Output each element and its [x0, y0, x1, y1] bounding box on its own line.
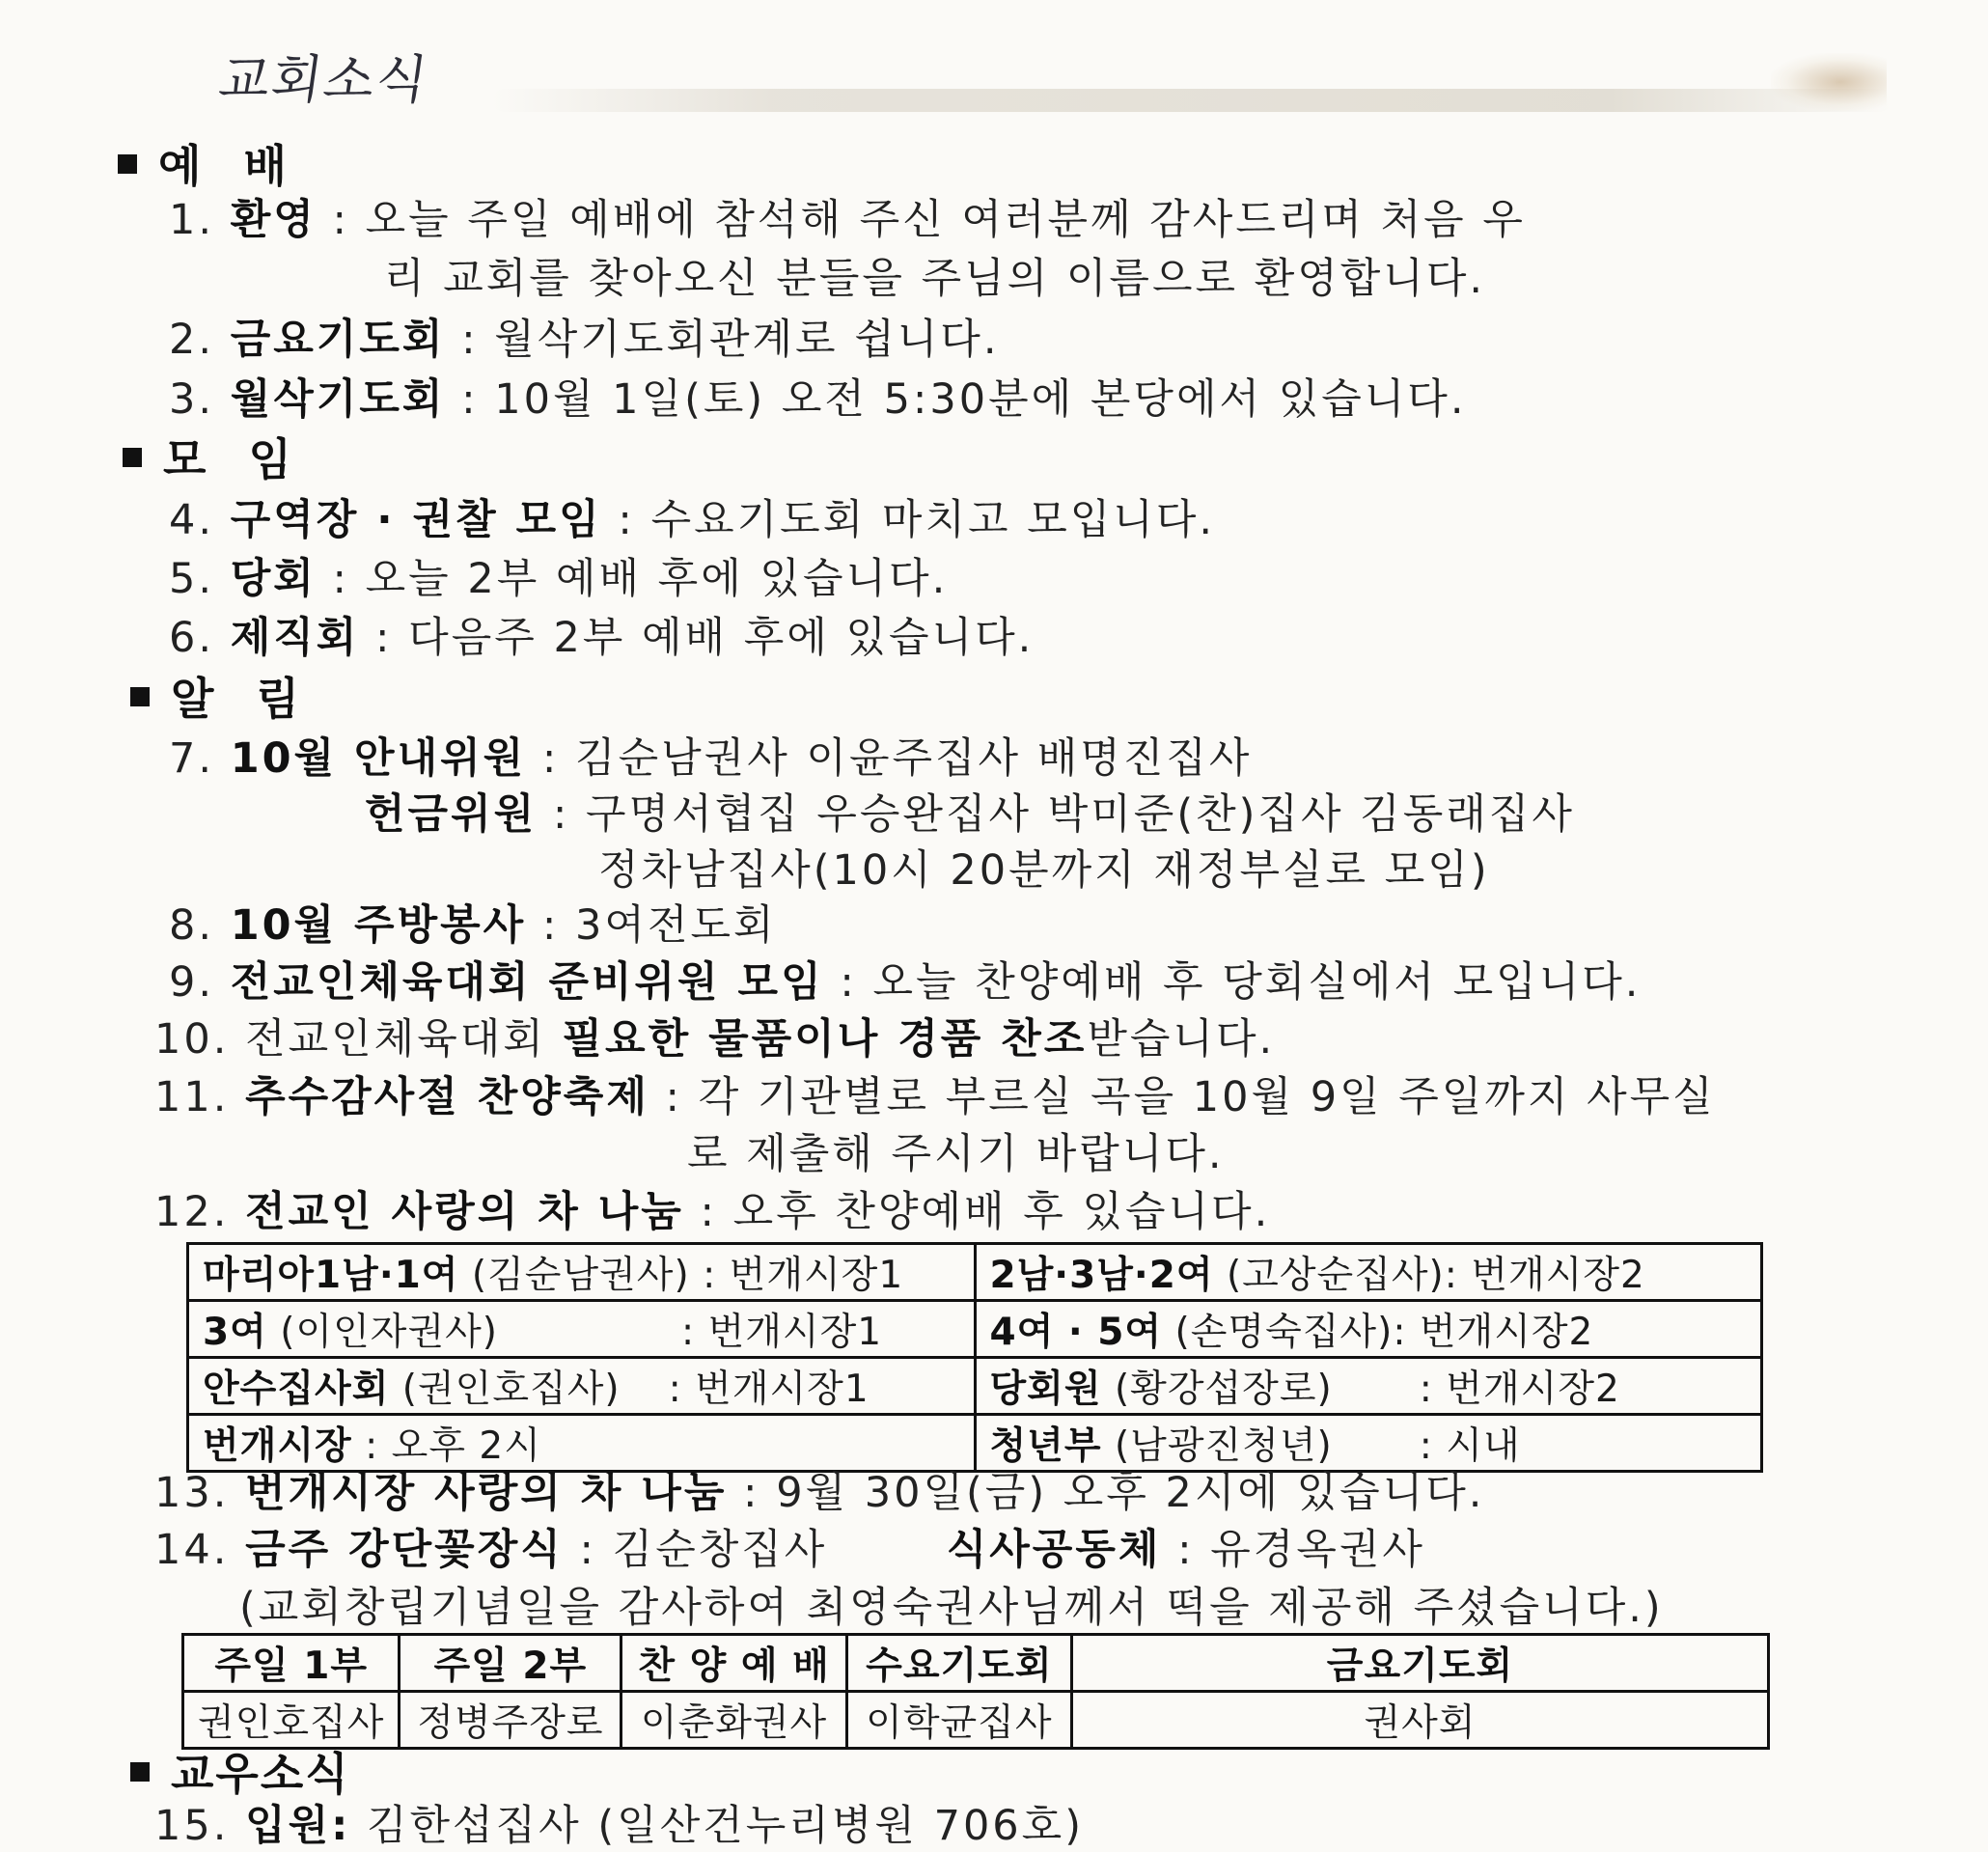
item-text: 3여전도회 [575, 901, 777, 950]
group-place: 번개시장2 [1419, 1311, 1594, 1354]
item-separator: : [332, 196, 349, 244]
item-number: 10. [154, 1015, 230, 1064]
item-number: 4. [169, 496, 215, 544]
item-number: 7. [169, 734, 215, 783]
item-number: 14. [154, 1526, 230, 1574]
group-place: 번개시장2 [1471, 1254, 1645, 1297]
item-6 [169, 605, 1034, 664]
item-11-continued: 로 제출해 주시기 바랍니다. [687, 1130, 1225, 1178]
item-head: 추수감사절 찬양축제 [245, 1073, 649, 1121]
item-number: 13. [154, 1469, 230, 1517]
cell-separator: : [668, 1368, 682, 1411]
item-text: 유경옥권사 [1210, 1526, 1425, 1574]
item-text: 9월 30일(금) 오후 2시에 있습니다. [776, 1469, 1485, 1517]
table-row [183, 1692, 1769, 1749]
table-cell: 권인호집사 [183, 1692, 400, 1749]
group-name: 4여 · 5여 [989, 1311, 1163, 1354]
item-2 [169, 307, 1000, 366]
item-head: 10월 안내위원 [230, 734, 527, 783]
group-leader: (권인호집사) [401, 1368, 621, 1411]
item-number: 8. [169, 901, 215, 950]
item-head: 월삭기도회 [230, 375, 446, 424]
item-text: 오늘 찬양예배 후 당회실에서 모입니다. [872, 958, 1642, 1007]
item-14 [154, 1517, 1425, 1576]
item-head: 금주 강단꽃장식 [245, 1526, 564, 1574]
item-head: 헌금위원 [365, 790, 538, 839]
item-separator: : [665, 1073, 683, 1121]
item-text: 다음주 2부 예배 후에 있습니다. [408, 614, 1035, 662]
tea-sharing-table [186, 1242, 1763, 1473]
group-leader: (이인자권사) [280, 1311, 499, 1354]
item-separator: : [461, 375, 479, 424]
group-place: 시내 [1446, 1424, 1521, 1468]
cell-separator: : [703, 1254, 717, 1297]
item-separator: : [375, 614, 393, 662]
group-place: 번개시장1 [707, 1311, 883, 1354]
item-text: 각 기관별로 부르실 곡을 10월 9일 주일까지 사무실 [698, 1073, 1716, 1121]
item-10 [154, 1007, 1275, 1065]
item-14-continued: (교회창립기념일을 감사하여 최영숙권사님께서 떡을 제공해 주셨습니다.) [239, 1584, 1664, 1632]
table-row [188, 1358, 1762, 1415]
item-3 [169, 367, 1467, 426]
corner-stain [1771, 53, 1887, 111]
item-head: 환영 [230, 196, 317, 244]
item-11 [154, 1064, 1716, 1123]
item-text: 오후 찬양예배 후 있습니다. [732, 1188, 1271, 1236]
section-label: 예 배 [158, 140, 300, 192]
group-name: 청년부 [989, 1424, 1102, 1468]
item-1-continued: 리 교회를 찾아오신 분들을 주님의 이름으로 환영합니다. [384, 255, 1486, 303]
table-row [188, 1301, 1762, 1358]
item-number: 9. [169, 958, 215, 1007]
item-head: 당회 [230, 555, 317, 603]
item-number: 2. [169, 316, 215, 364]
table-cell [188, 1358, 976, 1415]
item-emphasis: 필요한 물품이나 경품 찬조 [562, 1015, 1088, 1064]
page-title: 교회소식 [215, 49, 433, 110]
table-header: 찬 양 예 배 [621, 1635, 846, 1692]
item-separator: : [552, 790, 570, 839]
cell-separator: : [681, 1311, 696, 1354]
section-label: 모 임 [163, 433, 305, 485]
item-separator: : [541, 901, 560, 950]
table-cell [975, 1358, 1762, 1415]
item-number: 5. [169, 555, 215, 603]
item-5 [169, 546, 948, 605]
table-header: 주일 1부 [183, 1635, 400, 1692]
table-cell: 정병주장로 [400, 1692, 621, 1749]
section-heading-worship [118, 131, 300, 195]
item-separator: : [461, 316, 479, 364]
table-row [188, 1244, 1762, 1301]
item-separator: : [541, 734, 560, 783]
item-text: 김한섭집사 (일산건누리병원 706호) [367, 1802, 1084, 1850]
group-name: 3여 [203, 1311, 267, 1354]
item-number: 3. [169, 375, 215, 424]
item-text: 김순창집사 [612, 1526, 828, 1574]
section-heading-notice [130, 664, 313, 728]
square-bullet-icon [118, 154, 137, 174]
item-head: 입원 [245, 1802, 332, 1850]
table-cell: 이춘화권사 [621, 1692, 846, 1749]
table-header: 금요기도회 [1071, 1635, 1768, 1692]
item-head: 구역장 · 권찰 모임 [230, 496, 602, 544]
group-leader: (황강섭장로) [1114, 1368, 1333, 1411]
item-separator: : [579, 1526, 596, 1574]
group-name: 당회원 [989, 1368, 1102, 1411]
item-head: 전교인체육대회 준비위원 모임 [230, 958, 824, 1007]
item-head: 식사공동체 [946, 1526, 1162, 1574]
section-label: 교우소식 [171, 1748, 350, 1800]
item-text: 수요기도회 마치고 모입니다. [650, 496, 1216, 544]
cell-separator: : [1393, 1311, 1407, 1354]
item-7 [169, 726, 1252, 785]
item-separator: : [743, 1469, 760, 1517]
item-number: 1. [169, 196, 215, 244]
group-place: 오후 2시 [391, 1424, 541, 1468]
group-place: 번개시장1 [695, 1368, 870, 1411]
group-name: 2남·3남·2여 [989, 1254, 1214, 1297]
table-cell [188, 1301, 976, 1358]
item-text: 월삭기도회관계로 쉽니다. [494, 316, 1000, 364]
item-number: 15. [154, 1802, 230, 1850]
item-separator: : [331, 1802, 351, 1850]
item-text: 오늘 주일 예배에 참석해 주신 여러분께 감사드리며 처음 우 [365, 196, 1526, 244]
cell-separator: : [1419, 1424, 1433, 1468]
item-text: 10월 1일(토) 오전 5:30분에 본당에서 있습니다. [494, 375, 1467, 424]
square-bullet-icon [130, 687, 150, 706]
item-9 [169, 950, 1641, 1009]
duty-table [181, 1633, 1770, 1750]
item-separator: : [618, 496, 635, 544]
group-name: 마리아1남·1여 [203, 1254, 459, 1297]
table-cell [975, 1244, 1762, 1301]
cell-separator: : [365, 1424, 379, 1468]
item-head: 제직회 [230, 614, 360, 662]
item-15 [154, 1793, 1084, 1852]
square-bullet-icon [123, 448, 142, 467]
group-place: 번개시장1 [729, 1254, 904, 1297]
group-leader: (남광진청년) [1114, 1424, 1333, 1468]
square-bullet-icon [130, 1762, 150, 1782]
item-text: 구명서협집 우승완집사 박미준(찬)집사 김동래집사 [586, 790, 1575, 839]
item-number: 6. [169, 614, 215, 662]
group-leader: (손명숙집사) [1174, 1311, 1394, 1354]
title-underline-smudge [492, 89, 1891, 112]
item-separator: : [332, 555, 349, 603]
table-cell: 권사회 [1071, 1692, 1768, 1749]
section-label: 알 림 [171, 673, 313, 725]
item-7-continued: 정차남집사(10시 20분까지 재정부실로 모임) [598, 846, 1490, 895]
item-8 [169, 893, 777, 952]
table-header-row [183, 1635, 1769, 1692]
cell-separator: : [1444, 1254, 1458, 1297]
item-12 [154, 1179, 1270, 1238]
group-leader: (고상순집사) [1226, 1254, 1445, 1297]
item-1 [169, 187, 1526, 246]
item-13 [154, 1460, 1484, 1519]
item-head: 전교인 사랑의 차 나눔 [245, 1188, 684, 1236]
item-7-offering-committee [365, 782, 1575, 841]
item-text: 전교인체육대회 [245, 1015, 546, 1064]
table-cell [188, 1244, 976, 1301]
item-text: 김순남권사 이윤주집사 배명진집사 [575, 734, 1253, 783]
item-text: 오늘 2부 예배 후에 있습니다. [365, 555, 949, 603]
table-header: 주일 2부 [400, 1635, 621, 1692]
item-head: 10월 주방봉사 [230, 901, 527, 950]
item-head: 금요기도회 [230, 316, 446, 364]
item-number: 12. [154, 1188, 230, 1236]
item-text-end: 받습니다. [1087, 1015, 1276, 1064]
section-heading-meeting [123, 425, 305, 488]
item-head: 번개시장 사랑의 차 나눔 [245, 1469, 728, 1517]
item-4 [169, 487, 1215, 546]
item-separator: : [1177, 1526, 1195, 1574]
group-place: 번개시장2 [1446, 1368, 1620, 1411]
table-cell [975, 1301, 1762, 1358]
item-separator: : [700, 1188, 717, 1236]
item-separator: : [840, 958, 857, 1007]
cell-separator: : [1419, 1368, 1433, 1411]
group-name: 번개시장 [203, 1424, 352, 1468]
table-header: 수요기도회 [846, 1635, 1071, 1692]
item-number: 11. [154, 1073, 230, 1121]
group-name: 안수집사회 [203, 1368, 390, 1411]
group-leader: (김순남권사) [471, 1254, 690, 1297]
table-cell: 이학균집사 [846, 1692, 1071, 1749]
